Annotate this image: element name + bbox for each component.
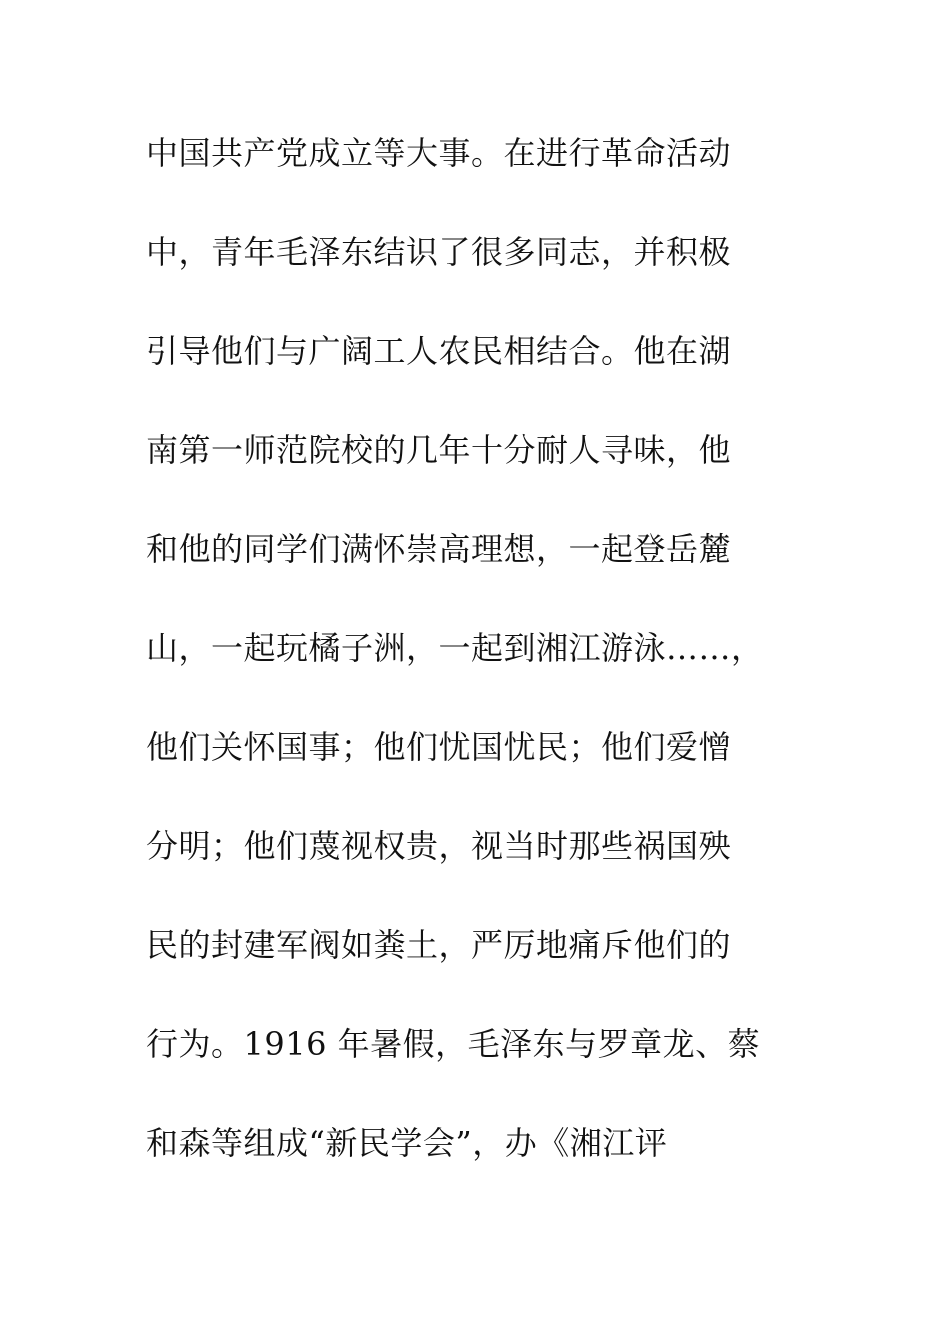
text-line: 民的封建军阀如粪土，严厉地痛斥他们的 <box>146 926 732 964</box>
text-line: 分明；他们蔑视权贵，视当时那些祸国殃 <box>146 827 732 865</box>
body-text <box>146 126 826 1215</box>
text-line: 他们关怀国事；他们忧国忧民；他们爱憎 <box>146 728 732 766</box>
text-line: 行为。1916 年暑假，毛泽东与罗章龙、蔡 <box>146 1025 761 1063</box>
text-line: 中国共产党成立等大事。在进行革命活动 <box>146 134 732 172</box>
text-line: 中，青年毛泽东结识了很多同志，并积极 <box>146 233 732 271</box>
text-line: 和他的同学们满怀崇高理想，一起登岳麓 <box>146 530 732 568</box>
text-line: 山，一起玩橘子洲，一起到湘江游泳……， <box>146 629 764 667</box>
text-line: 引导他们与广阔工人农民相结合。他在湖 <box>146 332 732 370</box>
text-line: 南第一师范院校的几年十分耐人寻味，他 <box>146 431 732 469</box>
text-line: 和森等组成“新民学会”，办《湘江评 <box>146 1124 668 1162</box>
